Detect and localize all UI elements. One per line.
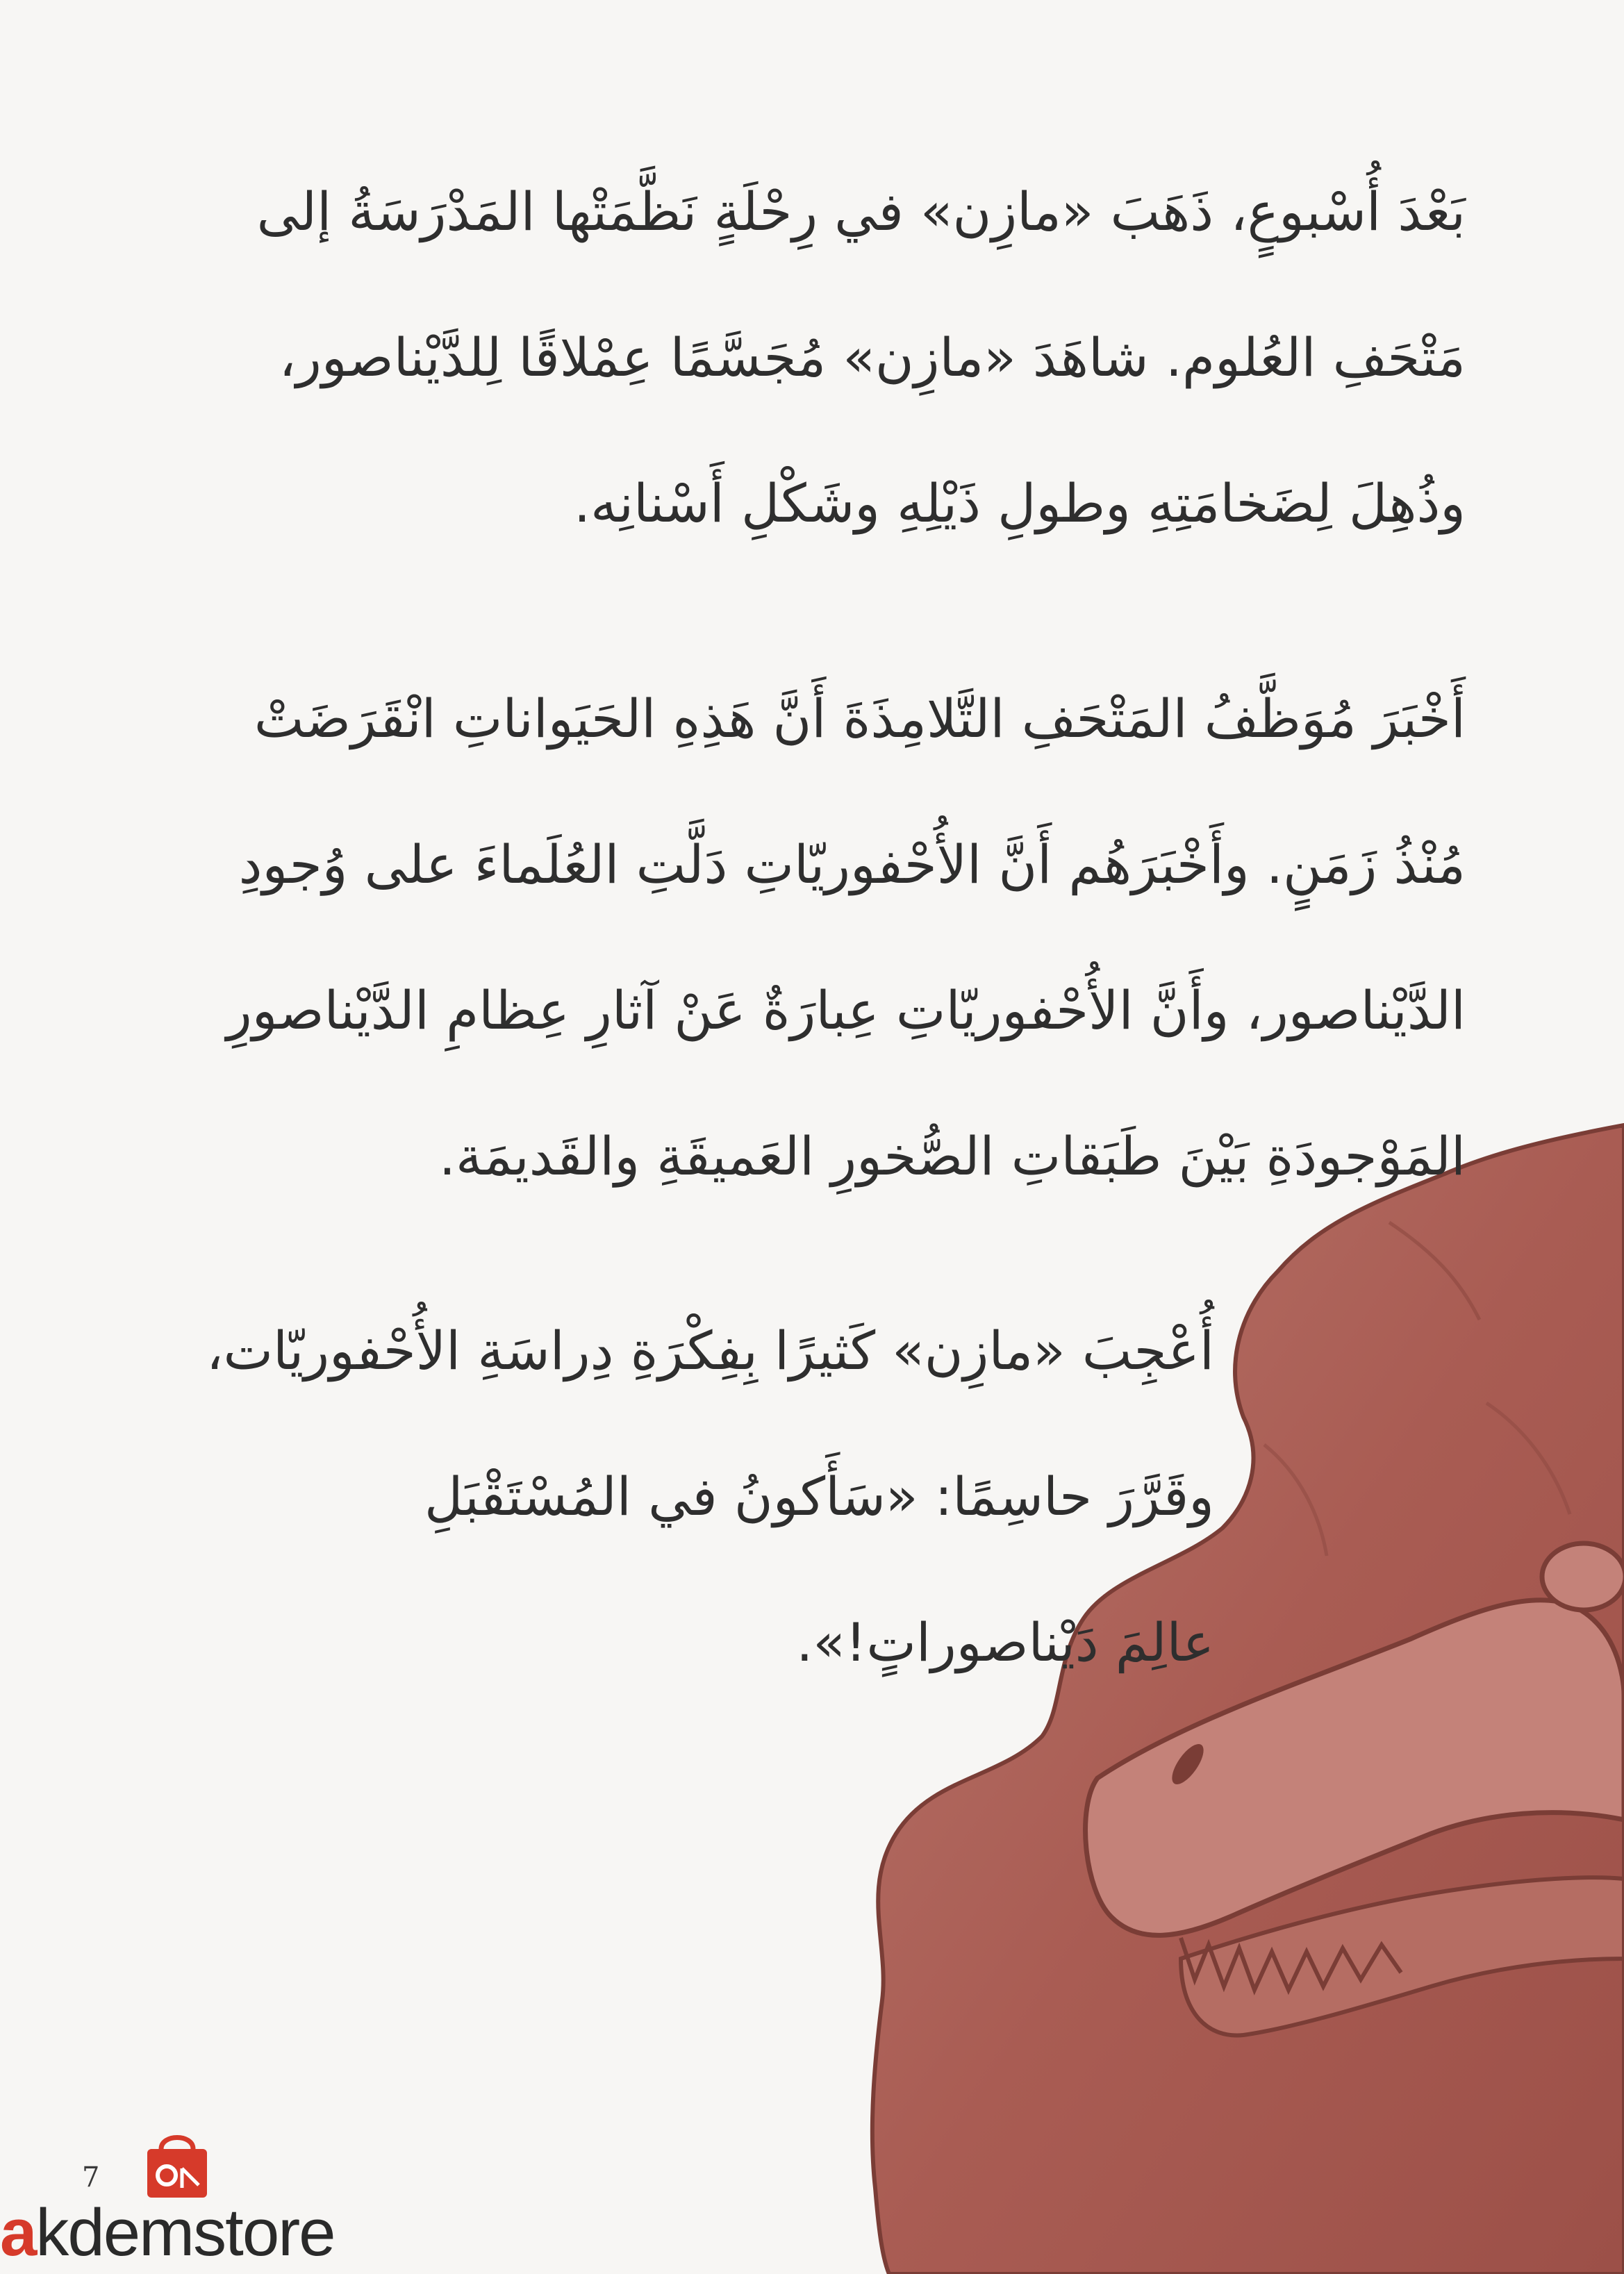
dinosaur-eye	[1542, 1543, 1624, 1610]
paragraph-line: بَعْدَ أُسْبوعٍ، ذَهَبَ «مازِن» في رِحْلَةٍ نَظَّمَتْها المَدْرَسَةُ إلى	[256, 181, 1466, 242]
paragraph-line: أَخْبَرَ مُوَظَّفُ المَتْحَفِ التَّلامِذَةَ أَنَّ هَذِهِ الحَيَواناتِ انْقَرَضَتْ	[254, 688, 1466, 749]
paragraph-line: عالِمَ دَيْناصوراتٍ!».	[796, 1611, 1214, 1673]
watermark-logo	[0, 2195, 335, 2271]
paragraph-line: مُنْذُ زَمَنٍ. وأَخْبَرَهُم أَنَّ الأُحْفوريّاتِ دَلَّتِ العُلَماءَ على وُجودِ	[238, 833, 1466, 895]
paragraph-line: المَوْجودَةِ بَيْنَ طَبَقاتِ الصُّخورِ العَميقَةِ والقَديمَة.	[438, 1125, 1466, 1187]
paragraph-line: الدَّيْناصور، وأَنَّ الأُحْفوريّاتِ عِبارَةٌ عَنْ آثارِ عِظامِ الدَّيْناصورِ	[226, 979, 1466, 1041]
paragraph-line: وقَرَّرَ حاسِمًا: «سَأَكونُ في المُسْتَقْبَلِ	[424, 1466, 1214, 1527]
paragraph-line: أُعْجِبَ «مازِن» كَثيرًا بِفِكْرَةِ دِراسَةِ الأُحْفوريّات،	[206, 1320, 1214, 1381]
paragraph-line: مَتْحَفِ العُلوم. شاهَدَ «مازِن» مُجَسَّمًا عِمْلاقًا لِلدَّيْناصور،	[279, 326, 1466, 388]
watermark-logo-text: kdemstore	[35, 2196, 335, 2270]
page-number: 7	[82, 2161, 100, 2193]
watermark-logo-accent: a	[0, 2196, 36, 2270]
story-paragraph-2	[132, 646, 1466, 1229]
paragraph-line: وذُهِلَ لِضَخامَتِهِ وطولِ ذَيْلِهِ وشَكْلِ أَسْنانِه.	[573, 472, 1466, 534]
story-paragraph-3	[131, 1278, 1214, 1716]
story-paragraph-1	[132, 139, 1466, 576]
